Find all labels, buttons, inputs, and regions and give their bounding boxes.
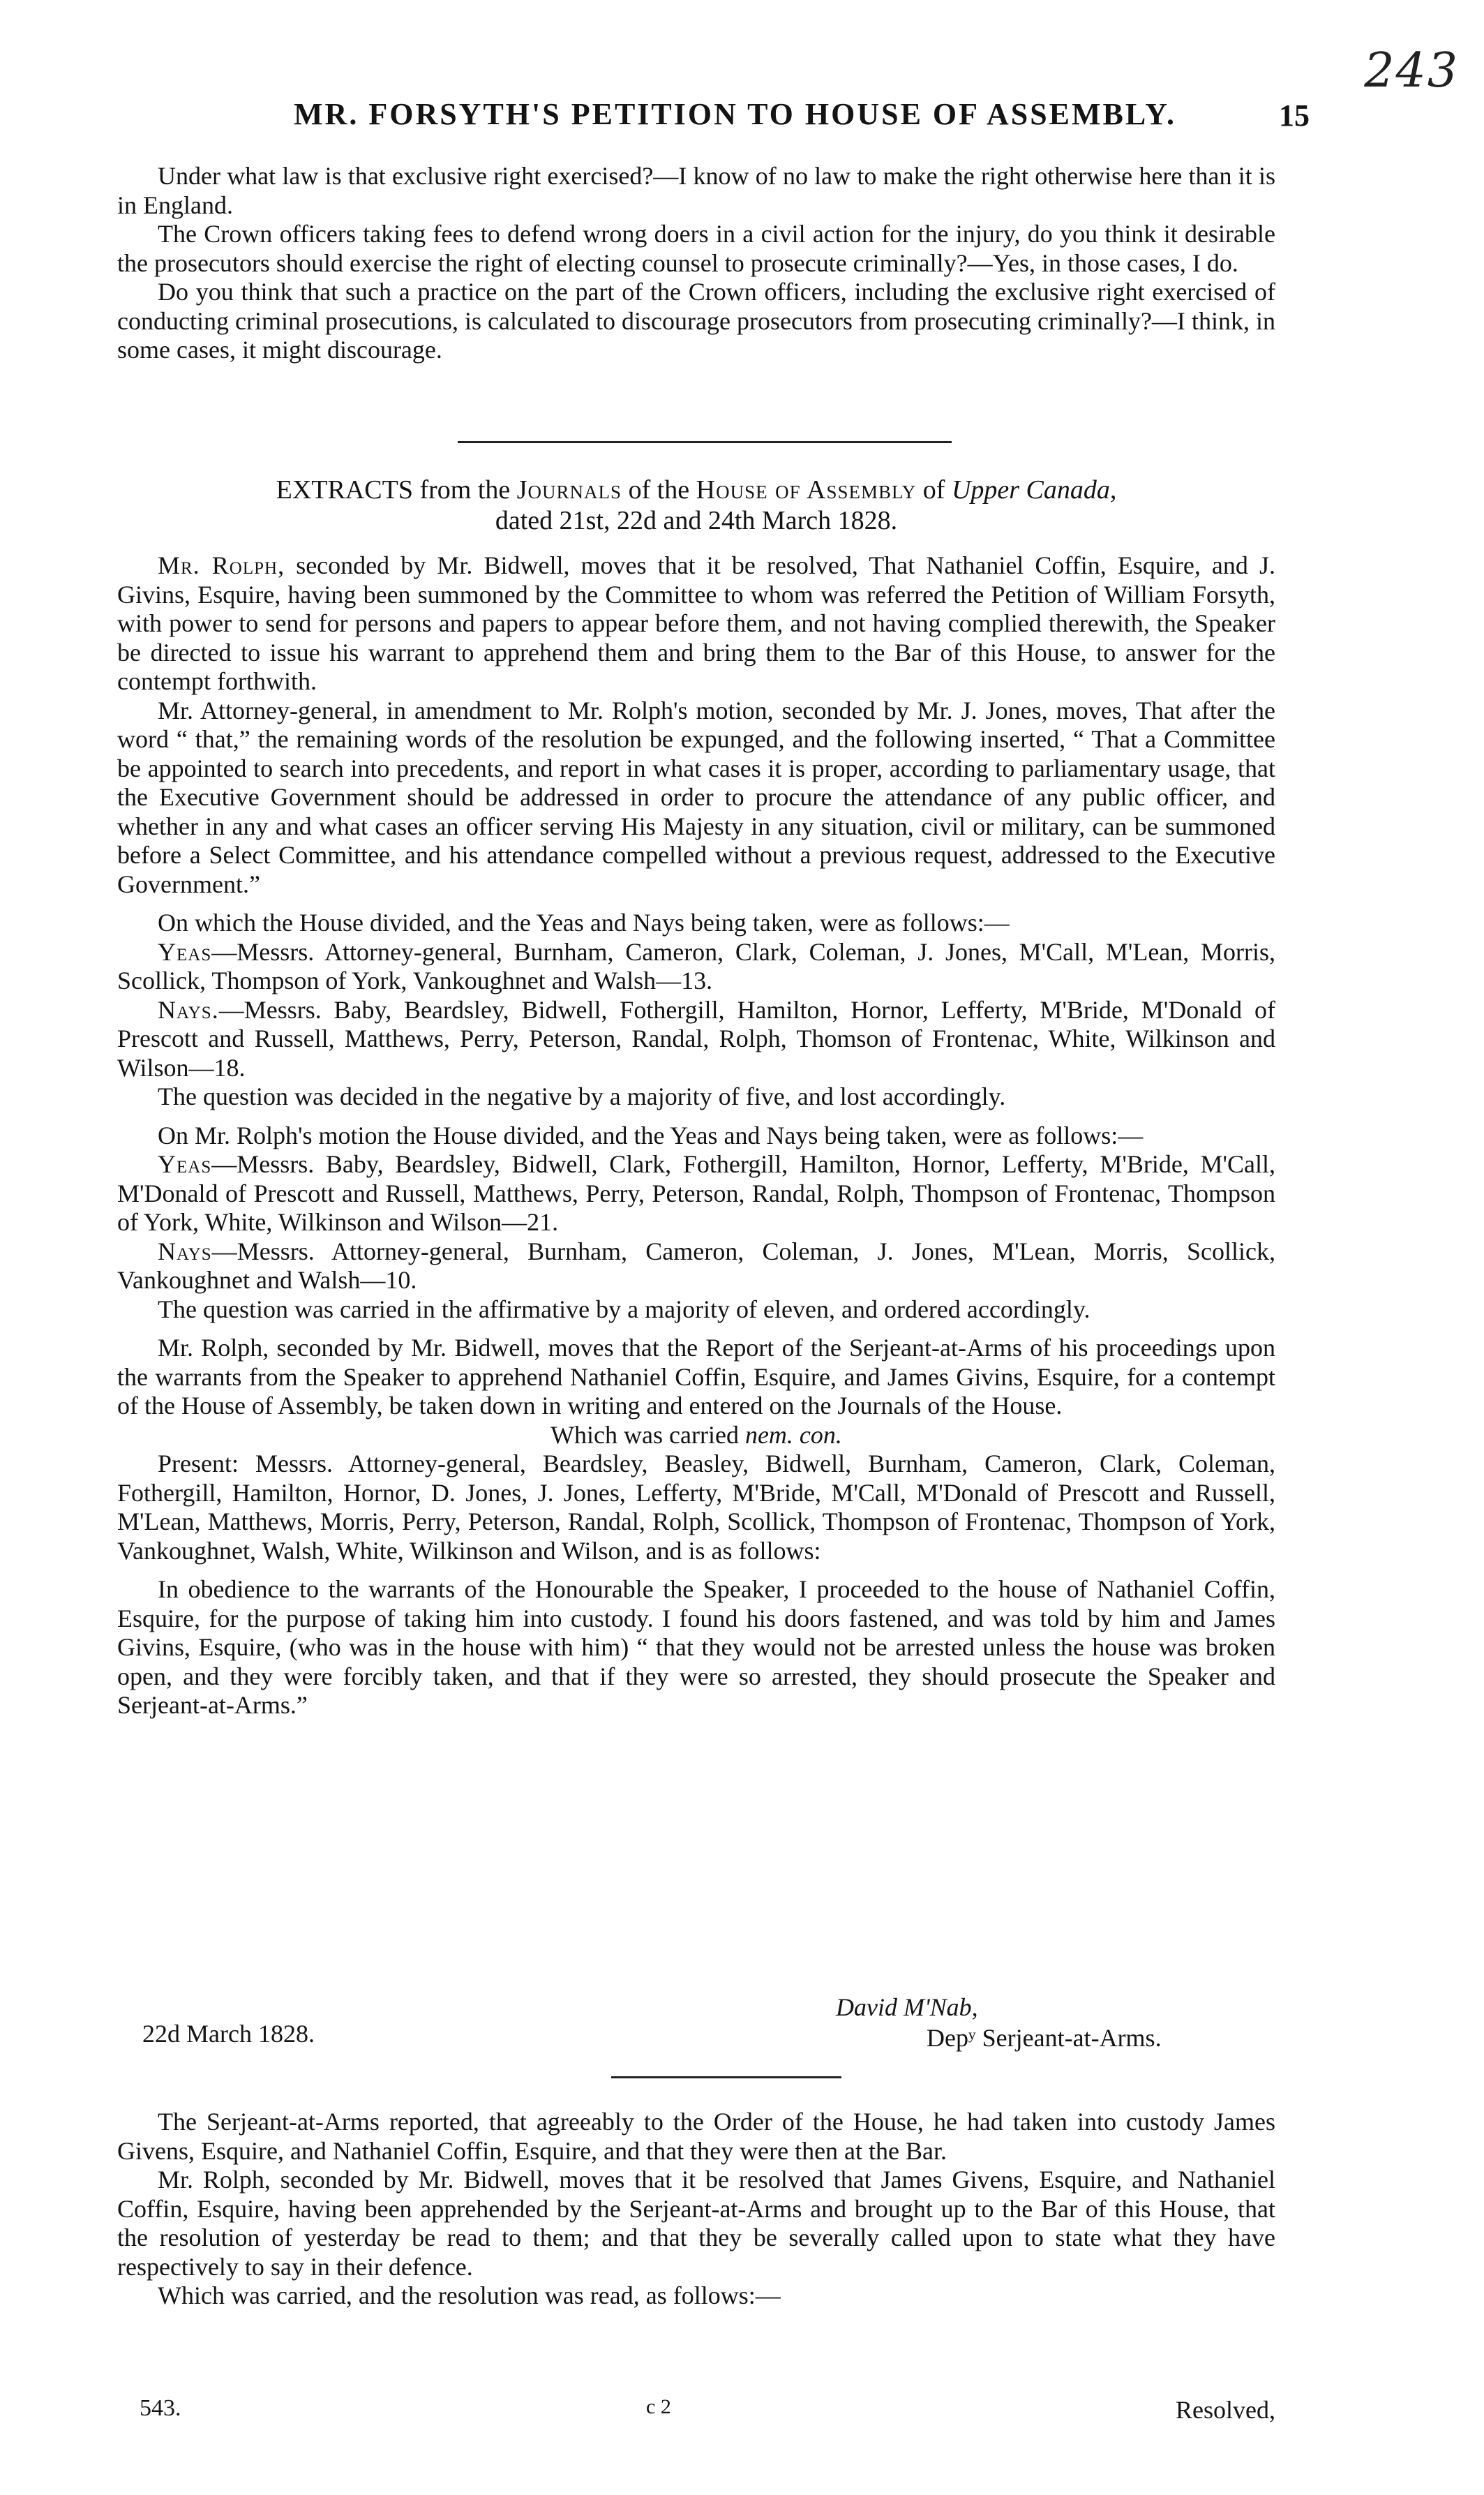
carried-paragraph: Which was carried, and the resolution was read, as follows:— — [158, 2281, 781, 2309]
handwritten-folio-number: 243 — [1364, 43, 1459, 98]
carried-line: Which was carried nem. con. — [550, 1420, 842, 1449]
page-footer — [117, 2395, 1275, 2427]
testimony-paragraph: The Crown officers taking fees to defend wrong doers in a civil action for the injury, do you think it desirable the prosecutors should exercise the right of electing counsel to prosecute criminally?—Yes, in those cases, I do. — [117, 220, 1275, 277]
division-paragraph: On which the House divided, and the Yeas and Nays being taken, were as follows:— — [158, 909, 1010, 937]
report-paragraph: In obedience to the warrants of the Honourable the Speaker, I proceeded to the house of Nathaniel Coffin, Esquire, for the purpose of taking him into custody. I found his doors fastened, and was told by him and James Givins, Esquire, (who was in the house with him) “ that they would not be arrested unless the house was broken open, and they were forcibly taken, and that if they were so arrested, they should prosecute the Speaker and Serjeant-at-Arms.” — [117, 1575, 1275, 1719]
signature-mark: c 2 — [646, 2395, 671, 2418]
yeas-list: Yeas—Messrs. Attorney-general, Burnham, Cameron, Clark, Coleman, J. Jones, M'Call, M'Lean, Morris, Scollick, Thompson of York, Vankoughnet and Walsh—13. — [117, 937, 1275, 995]
nays-list: Nays.—Messrs. Baby, Beardsley, Bidwell, Fothergill, Hamilton, Hornor, Lefferty, M'Bride, M'Donald of Prescott and Russell, Matthews, Perry, Peterson, Randal, Rolph, Thomson of Frontenac, White, Wilkinson and Wilson—18. — [117, 995, 1275, 1082]
amendment-paragraph: Mr. Attorney-general, in amendment to Mr. Rolph's motion, seconded by Mr. J. Jones, moves, That after the word “ that,” the remaining words of the resolution be expunged, and the following inserted, “ That a Committee be appointed to search into precedents, and report in what cases it is proper, according to parliamentary usage, that the Executive Government should be addressed in order to procure the attendance of any public officer, and whether in any and what cases an officer serving His Majesty in any situation, civil or military, can be summoned before a Select Committee, and his attendance compelled without a previous request, addressed to the Executive Government.” — [117, 696, 1275, 898]
after-block — [117, 2108, 1275, 2311]
extracts-lead: EXTRACTS from the — [276, 475, 511, 505]
catchword: Resolved, — [1176, 2396, 1275, 2424]
division-paragraph: On Mr. Rolph's motion the House divided, and the Yeas and Nays being taken, were as follows:— — [158, 1121, 1144, 1149]
yeas-list: Yeas—Messrs. Baby, Beardsley, Bidwell, Clark, Fothergill, Hamilton, Hornor, Lefferty, M'Bride, M'Call, M'Donald of Prescott and Russell, Matthews, Perry, Peterson, Randal, Rolph, Thompson of Frontenac, Thompson of York, White, Wilkinson and Wilson—21. — [117, 1150, 1275, 1236]
resolution-motion-paragraph: Mr. Rolph, seconded by Mr. Bidwell, moves that it be resolved that James Givens, Esquire, and Nathaniel Coffin, Esquire, having been apprehended by the Serjeant-at-Arms and brought up to the Bar of this House, that the resolution of yesterday be read to them; and that they be severally called upon to state what they have respectively to say in their defence. — [117, 2166, 1275, 2281]
testimony-paragraph: Do you think that such a practice on the part of the Crown officers, including the exclusive right exercised of conducting criminal prosecutions, is calculated to discourage prosecutors from prosecuting criminally?—I think, in some cases, it might discourage. — [117, 278, 1275, 364]
motion-paragraph: Mr. Rolph, seconded by Mr. Bidwell, moves that it be resolved, That Nathaniel Coffin, Esquire, and J. Givins, Esquire, having been summoned by the Committee to whom was referred the Petition of William Forsyth, with power to send for persons and papers to appear before them, and not having complied therewith, the Speaker be directed to issue his warrant to apprehend them and bring them to the Bar of this House, to answer for the contempt forthwith. — [117, 551, 1276, 695]
page-number: 15 — [1279, 98, 1310, 133]
report-motion-paragraph: Mr. Rolph, seconded by Mr. Bidwell, moves that the Report of the Serjeant-at-Arms of his proceedings upon the warrants from the Speaker to apprehend Nathaniel Coffin, Esquire, and James Givins, Esquire, for a contempt of the House of Assembly, be taken down in writing and entered on the Journals of the House. — [117, 1334, 1275, 1420]
present-paragraph: Present: Messrs. Attorney-general, Beardsley, Beasley, Bidwell, Burnham, Cameron, Clark, Coleman, Fothergill, Hamilton, Hornor, D. Jones, J. Jones, Lefferty, M'Bride, M'Call, M'Donald of Prescott and Russell, M'Lean, Matthews, Morris, Perry, Peterson, Randal, Rolph, Scollick, Thompson of Frontenac, Thompson of York, Vankoughnet, Walsh, White, Wilkinson and Wilson, and is as follows: — [117, 1450, 1275, 1565]
report-date: 22d March 1828. — [142, 2020, 315, 2048]
nays-list: Nays—Messrs. Attorney-general, Burnham, Cameron, Coleman, J. Jones, M'Lean, Morris, Scollick, Vankoughnet and Walsh—10. — [117, 1237, 1275, 1294]
section-divider — [611, 2076, 841, 2078]
signatory-name: David M'Nab, — [836, 1993, 978, 2021]
testimony-paragraph: Under what law is that exclusive right exercised?—I know of no law to make the right otherwise here than it is in England. — [117, 162, 1275, 219]
extracts-house: House of Assembly — [696, 475, 917, 505]
extracts-heading — [117, 475, 1275, 536]
running-head: MR. FORSYTH'S PETITION TO HOUSE OF ASSEMBLY. — [294, 97, 1176, 131]
proceedings-block — [117, 551, 1275, 1720]
section-divider — [458, 441, 952, 443]
extracts-journals: Journals — [516, 475, 622, 505]
signature-block — [117, 1992, 1275, 2059]
extracts-of: of — [922, 475, 945, 505]
decision-paragraph: The question was carried in the affirmative by a majority of eleven, and ordered accordingly. — [158, 1295, 1090, 1323]
testimony-block — [117, 162, 1275, 365]
decision-paragraph: The question was decided in the negative by a majority of five, and lost accordingly. — [158, 1082, 1006, 1110]
extracts-of-the: of the — [628, 475, 690, 505]
signatory-title: Depʸ Serjeant-at-Arms. — [927, 2024, 1162, 2052]
serjeant-report-paragraph: The Serjeant-at-Arms reported, that agreeably to the Order of the House, he had taken into custody James Givens, Esquire, and Nathaniel Coffin, Esquire, and that they were then at the Bar. — [117, 2108, 1275, 2165]
extracts-place: Upper Canada, — [951, 475, 1117, 505]
footer-number: 543. — [140, 2395, 181, 2421]
extracts-dates: dated 21st, 22d and 24th March 1828. — [495, 506, 898, 535]
